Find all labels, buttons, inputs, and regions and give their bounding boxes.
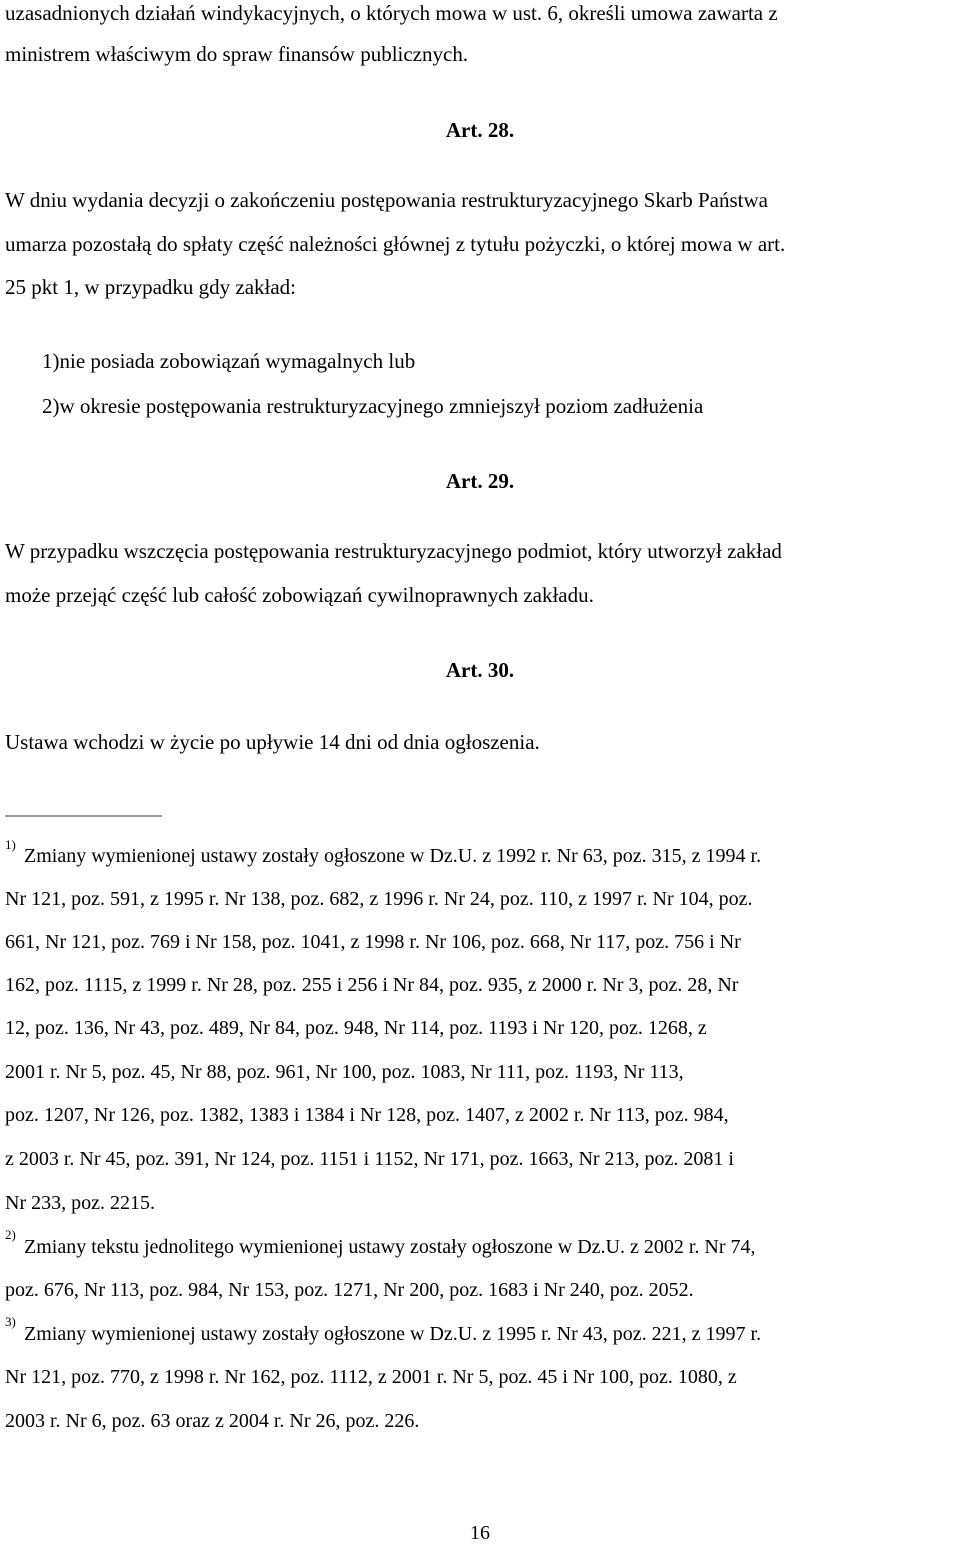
footnote-text-line: Zmiany wymienionej ustawy zostały ogłoszone w Dz.U. z 1992 r. Nr 63, poz. 315, z 1994 r. [24, 845, 762, 867]
body-text-line: Ustawa wchodzi w życie po upływie 14 dni od dnia ogłoszenia. [5, 730, 540, 754]
body-text-line: 25 pkt 1, w przypadku gdy zakład: [5, 275, 297, 299]
list-item: 1)nie posiada zobowiązań wymagalnych lub [42, 349, 416, 373]
footnote-text-line: poz. 1207, Nr 126, poz. 1382, 1383 i 1384 i Nr 128, poz. 1407, z 2002 r. Nr 113, poz. 984, [5, 1104, 729, 1126]
footnote-text-line: 661, Nr 121, poz. 769 i Nr 158, poz. 1041, z 1998 r. Nr 106, poz. 668, Nr 117, poz. 756 i Nr [5, 931, 741, 953]
footnote-marker: 1) [5, 837, 16, 852]
footnote-separator [5, 815, 162, 817]
body-text-line: uzasadnionych działań windykacyjnych, o których mowa w ust. 6, określi umowa zawarta z [5, 1, 778, 25]
footnote-text-line: 162, poz. 1115, z 1999 r. Nr 28, poz. 255 i 256 i Nr 84, poz. 935, z 2000 r. Nr 3, poz. 28, Nr [5, 974, 739, 996]
body-text-line: W dniu wydania decyzji o zakończeniu postępowania restrukturyzacyjnego Skarb Państwa [5, 188, 768, 212]
body-text-line: ministrem właściwym do spraw finansów publicznych. [5, 42, 469, 66]
footnote-text-line: z 2003 r. Nr 45, poz. 391, Nr 124, poz. 1151 i 1152, Nr 171, poz. 1663, Nr 213, poz. 2081 i [5, 1148, 734, 1170]
footnote-text-line: Zmiany tekstu jednolitego wymienionej ustawy zostały ogłoszone w Dz.U. z 2002 r. Nr 74, [24, 1236, 756, 1258]
footnote-marker: 2) [5, 1227, 16, 1242]
footnote-text-line: Zmiany wymienionej ustawy zostały ogłoszone w Dz.U. z 1995 r. Nr 43, poz. 221, z 1997 r. [24, 1323, 762, 1345]
body-text-line: może przejąć część lub całość zobowiązań cywilnoprawnych zakładu. [5, 583, 594, 607]
footnote-text-line: Nr 233, poz. 2215. [5, 1192, 155, 1214]
body-text-line: W przypadku wszczęcia postępowania restrukturyzacyjnego podmiot, który utworzył zakład [5, 539, 782, 563]
footnote-text-line: 2001 r. Nr 5, poz. 45, Nr 88, poz. 961, Nr 100, poz. 1083, Nr 111, poz. 1193, Nr 113, [5, 1061, 684, 1083]
footnote-text-line: 12, poz. 136, Nr 43, poz. 489, Nr 84, poz. 948, Nr 114, poz. 1193 i Nr 120, poz. 1268, z [5, 1017, 707, 1039]
article-heading-29: Art. 29. [445, 469, 515, 493]
footnote-marker: 3) [5, 1314, 16, 1329]
footnote-text-line: 2003 r. Nr 6, poz. 63 oraz z 2004 r. Nr 26, poz. 226. [5, 1410, 420, 1432]
article-heading-28: Art. 28. [445, 118, 515, 142]
footnote-text-line: poz. 676, Nr 113, poz. 984, Nr 153, poz. 1271, Nr 200, poz. 1683 i Nr 240, poz. 2052. [5, 1279, 694, 1301]
article-heading-30: Art. 30. [445, 658, 515, 682]
footnote-text-line: Nr 121, poz. 591, z 1995 r. Nr 138, poz. 682, z 1996 r. Nr 24, poz. 110, z 1997 r. Nr 104, poz. [5, 888, 753, 910]
footnote-text-line: Nr 121, poz. 770, z 1998 r. Nr 162, poz. 1112, z 2001 r. Nr 5, poz. 45 i Nr 100, poz. 1080, z [5, 1366, 737, 1388]
list-item: 2)w okresie postępowania restrukturyzacyjnego zmniejszył poziom zadłużenia [42, 394, 704, 418]
page-number: 16 [470, 1522, 490, 1544]
body-text-line: umarza pozostałą do spłaty część należności głównej z tytułu pożyczki, o której mowa w art. [5, 232, 786, 256]
